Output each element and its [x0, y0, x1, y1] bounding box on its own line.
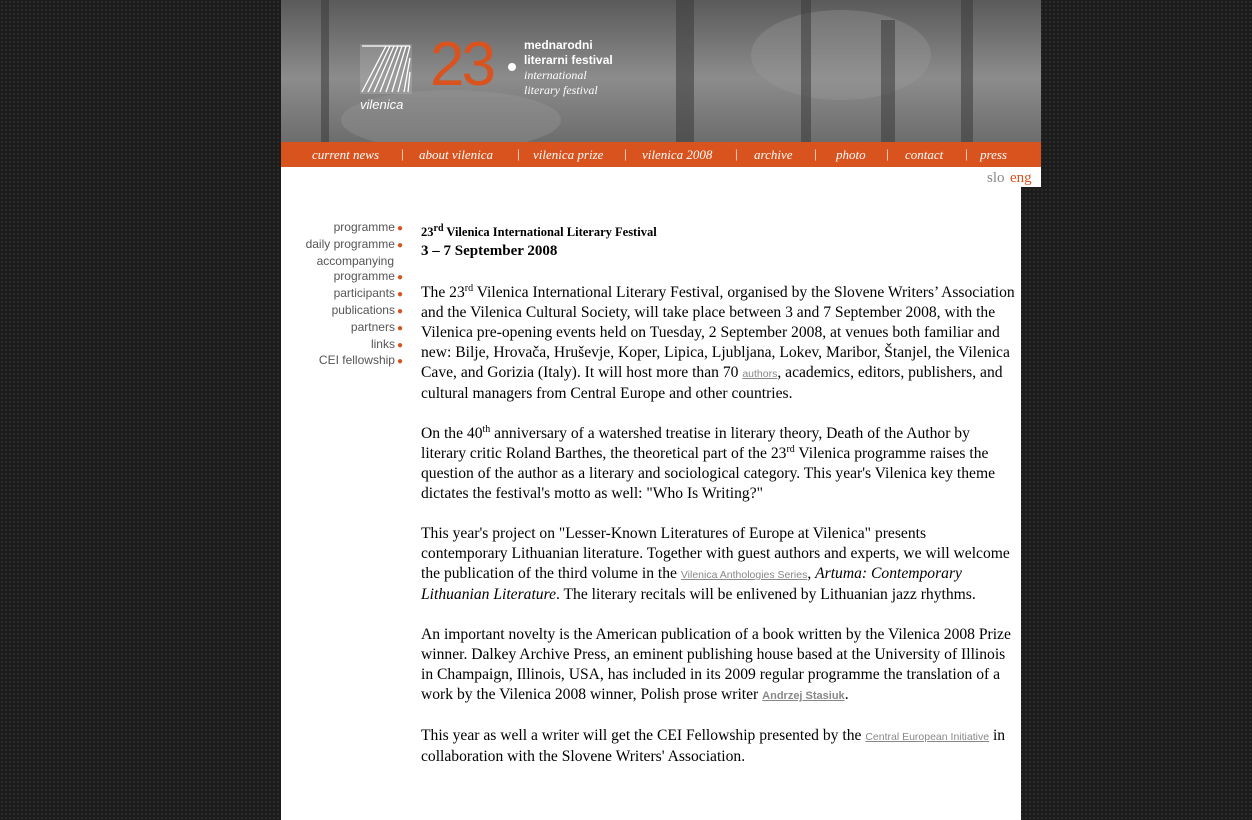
lang-slo-link[interactable]: slo	[987, 170, 1005, 186]
sidebar-item-links[interactable]	[281, 337, 403, 354]
nav-separator: |	[735, 146, 738, 161]
nav-vilenica-2008[interactable]: vilenica 2008	[642, 147, 713, 162]
nav-separator: |	[517, 146, 520, 161]
sidebar-item-daily-programme[interactable]	[281, 237, 403, 254]
text: Vilenica International Literary Festival, organised by the Slovene Writers’ Association and the Vilenica Cultural Society, will take place between 3 and 7 September 2008, with the Vilenica pre-opening events held on Tuesday, 2 September 2008, at venues both familiar and new: Bilje, Hrovača, Hruševje, Koper, Lipica, Ljubljana, Lokev, Maribor, Štanjel, the Vilenica Cave, and Gorizia (Italy). It will host more than 70	[421, 284, 1015, 381]
background-photo-blur	[751, 10, 931, 100]
sidebar-item-cei-fellowship[interactable]	[281, 353, 403, 370]
bullet-icon: ●	[396, 223, 403, 234]
background-tree	[961, 0, 973, 142]
paragraph-theme	[421, 424, 1016, 504]
text: .	[844, 686, 849, 703]
nav-separator: |	[965, 146, 968, 161]
sidebar-item-label: programme	[333, 269, 395, 284]
text: anniversary of a watershed treatise in literary theory, Death of the Author by literary critic Roland Barthes, the theoretical part of the 23	[421, 425, 970, 462]
sidebar-item-label: daily programme	[305, 236, 395, 251]
ordinal-suffix: rd	[786, 443, 795, 455]
sidebar-item-programme[interactable]	[281, 220, 403, 237]
article-dates: 3 – 7 September 2008	[421, 243, 558, 259]
anthologies-series-link[interactable]: Vilenica Anthologies Series	[680, 569, 808, 581]
sidebar-item-label: publications	[331, 302, 395, 317]
festival-title-line: literary festival	[524, 83, 598, 97]
sidebar-item-label: partners	[350, 319, 395, 334]
paragraph-intro	[421, 283, 1016, 404]
sidebar-item-label: participants	[333, 286, 395, 301]
nav-separator: |	[624, 146, 627, 161]
paragraph-cei	[421, 726, 1016, 767]
background-tree	[676, 0, 694, 142]
sidebar-item-label: links	[370, 336, 395, 351]
vilenica-logo-icon	[360, 44, 412, 94]
festival-title-line: mednarodni	[524, 38, 593, 52]
nav-separator: |	[814, 146, 817, 161]
lang-eng-link[interactable]: eng	[1010, 170, 1032, 186]
nav-photo[interactable]: photo	[836, 147, 866, 162]
nav-current-news[interactable]: current news	[312, 147, 380, 162]
text: , academics, editors, publishers, and cultural managers from Central Europe and other countries.	[421, 364, 1003, 402]
sidebar-nav	[281, 220, 403, 370]
nav-contact[interactable]: contact	[905, 147, 944, 162]
text: Vilenica programme raises the question of the author as a literary and sociological category. This year's Vilenica key theme dictates the festival's motto as well: "Who Is Writing?"	[421, 445, 996, 502]
sidebar-item-label: CEI fellowship	[318, 353, 395, 368]
sidebar-item-participants[interactable]	[281, 286, 403, 303]
sidebar-item-label: accompanying	[316, 253, 394, 268]
text: An important novelty is the American publication of a book written by the Vilenica 2008 Prize winner. Dalkey Archive Press, an eminent publishing house based at the University of Illinois in Champaign, Illinois, USA, has included in its 2009 regular programme the translation of a work by the Vilenica 2008 winner, Polish prose writer	[421, 626, 1011, 703]
text: The 23	[421, 284, 465, 301]
festival-number: 23	[430, 30, 493, 99]
text: ,	[807, 565, 816, 582]
nav-separator: |	[401, 146, 404, 161]
ordinal-suffix: th	[482, 423, 491, 435]
festival-title	[524, 38, 613, 98]
cei-link[interactable]: Central European Initiative	[865, 731, 990, 743]
ordinal-suffix: rd	[464, 282, 474, 294]
article	[421, 223, 1016, 787]
authors-link[interactable]: authors	[742, 368, 778, 380]
background-tree	[801, 0, 811, 142]
bullet-icon: ●	[396, 339, 403, 351]
bullet-icon: ●	[396, 272, 403, 284]
title-text: Vilenica International Literary Festival	[443, 225, 657, 239]
sidebar-item-publications[interactable]	[281, 303, 403, 320]
background-tree	[321, 0, 329, 142]
bullet-icon: ●	[396, 305, 403, 317]
title-suffix: rd	[433, 222, 444, 234]
nav-archive[interactable]: archive	[754, 147, 793, 162]
page	[281, 0, 1041, 820]
paragraph-novelty	[421, 625, 1016, 706]
paragraph-lithuanian	[421, 524, 1016, 605]
festival-title-line: international	[524, 68, 587, 82]
nav-vilenica-prize[interactable]: vilenica prize	[533, 147, 604, 162]
festival-title-line: literarni festival	[524, 53, 613, 67]
article-title	[421, 223, 1016, 241]
bullet-icon: ●	[396, 322, 403, 334]
main-nav	[281, 142, 1041, 167]
header-banner	[281, 0, 1041, 142]
bullet-icon: ●	[396, 239, 403, 251]
andrzej-stasiuk-link[interactable]: Andrzej Stasiuk	[762, 690, 845, 702]
background-tree	[881, 20, 895, 142]
text: . The literary recitals will be enlivened by Lithuanian jazz rhythms.	[556, 586, 976, 603]
nav-separator: |	[886, 146, 889, 161]
sidebar-item-partners[interactable]	[281, 320, 403, 337]
nav-press[interactable]: press	[980, 147, 1007, 162]
sidebar-item-label: programme	[333, 220, 395, 234]
bullet-icon: ●	[396, 356, 403, 368]
bullet-icon: ●	[396, 289, 403, 301]
logo-wordmark: vilenica	[360, 97, 404, 112]
text: This year as well a writer will get the CEI Fellowship presented by the	[421, 727, 866, 744]
nav-about-vilenica[interactable]: about vilenica	[419, 147, 494, 162]
sidebar-item-accompanying-programme[interactable]	[281, 254, 403, 287]
text: On the 40	[421, 425, 483, 442]
book-title: Artuma: Contemporary Lithuanian Literature	[421, 565, 962, 603]
title-number: 23	[421, 225, 434, 239]
text: in collaboration with the Slovene Writers' Association.	[421, 727, 1006, 765]
logo-dot	[508, 63, 516, 71]
text: This year's project on "Lesser-Known Literatures of Europe at Vilenica" presents contemporary Lithuanian literature. Together with guest authors and experts, we will welcome the publication of the third volume in the	[421, 525, 1010, 582]
